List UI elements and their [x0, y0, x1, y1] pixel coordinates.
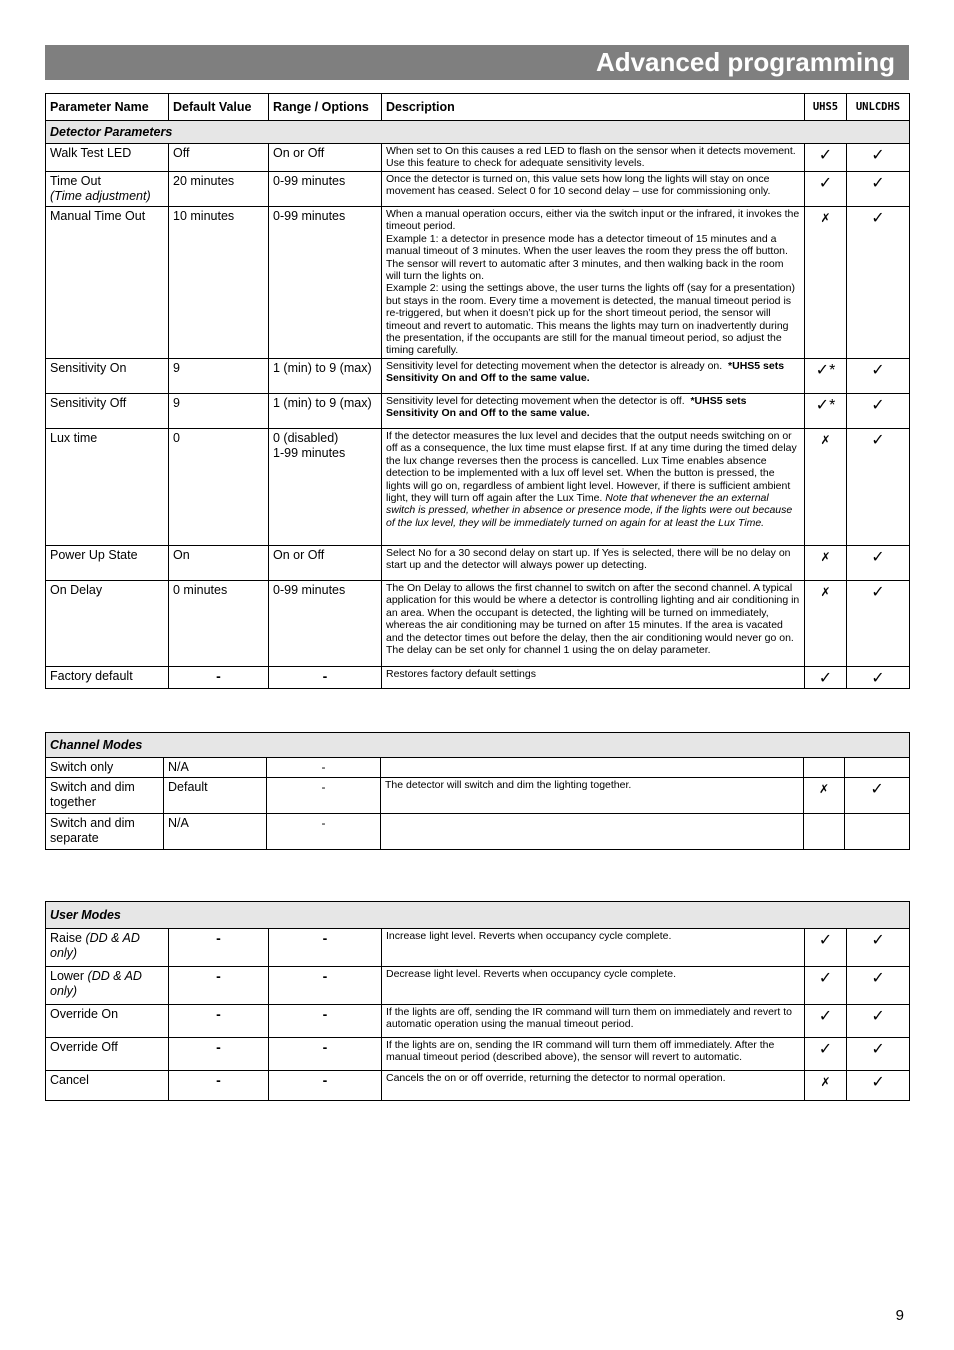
uhs5-cell: [805, 1005, 847, 1038]
tick-icon: ✓: [818, 968, 833, 987]
table-row: [46, 967, 910, 1005]
tick-icon: ✓: [871, 208, 885, 227]
uhs5-cell: [805, 1038, 847, 1071]
description: [382, 207, 805, 359]
unlcdhs-cell: [845, 814, 910, 850]
uhs5-cell: [804, 758, 845, 778]
range-options: -: [269, 1038, 382, 1071]
default-value: 9: [169, 358, 269, 393]
table-row: [46, 358, 910, 393]
channel-modes-table: [45, 732, 910, 850]
cross-icon: ✗: [818, 782, 830, 796]
uhs5-cell: [805, 172, 847, 207]
param-name: Lux time: [46, 428, 169, 545]
default-value: N/A: [164, 758, 267, 778]
table-row: [46, 1071, 910, 1101]
tick-icon: ✓: [871, 968, 885, 987]
description-note: *UHS5 sets Sensitivity On and Off to the same value.: [386, 394, 747, 420]
description: Increase light level. Reverts when occupancy cycle complete.: [382, 929, 805, 967]
param-name: Override Off: [46, 1038, 169, 1071]
tick-icon: ✓: [871, 145, 885, 164]
unlcdhs-cell: [847, 1038, 910, 1071]
description: If the lights are on, sending the IR command will turn them off immediately. After the manual timeout period (described above), the sensor will revert to automatic.: [382, 1038, 805, 1071]
param-name: Switch only: [46, 758, 164, 778]
param-name: Switch and dim together: [46, 778, 164, 814]
uhs5-cell: [805, 580, 847, 666]
tick-icon: ✓: [818, 930, 833, 949]
param-name: Power Up State: [46, 545, 169, 580]
unlcdhs-cell: [845, 758, 910, 778]
tick-icon: ✓: [871, 1039, 885, 1058]
col-range-options: Range / Options: [269, 94, 382, 121]
param-name-sub: (Time adjustment): [50, 189, 151, 203]
tick-icon: ✓: [871, 429, 885, 449]
description-note: Note that whenever the an external switch is pressed, whether in absence or presence mode, if the lights were out because of the lux level, they will be immediately turned on again for at least the Lux Time.: [386, 491, 793, 529]
description-line: When a manual operation occurs, either via the switch input or the infrared, it invokes the timeout period.: [386, 208, 800, 233]
tick-icon: ✓: [871, 1072, 885, 1091]
description: Decrease light level. Reverts when occupancy cycle complete.: [382, 967, 805, 1005]
table-row: [46, 814, 910, 850]
tick-icon: ✓: [871, 359, 885, 379]
uhs5-cell: [805, 358, 847, 393]
description: Select No for a 30 second delay on start up. If Yes is selected, there will be no delay on start up and the detector will always power up detecting.: [382, 545, 805, 580]
table-row: [46, 929, 910, 967]
description: [382, 393, 805, 428]
description: Restores factory default settings: [382, 666, 805, 688]
range-options: On or Off: [269, 545, 382, 580]
user-modes-table: [45, 901, 910, 1101]
param-name-text: Lower: [50, 969, 85, 983]
param-name-text: Time Out: [50, 174, 101, 188]
description: Once the detector is turned on, this value sets how long the lights will stay on once movement has ceased. Select 0 for 10 second delay – use for commissioning only.: [382, 172, 805, 207]
description-example-1: Example 1: a detector in presence mode has a detector timeout of 15 minutes and a manual timeout of 3 minutes. When the user leaves the room they press the off button. The sensor will revert to automatic after 3 minutes, and then walking back in the room will turn the lights on.: [386, 232, 788, 283]
cross-icon: ✗: [820, 1075, 831, 1089]
param-name: [46, 967, 169, 1005]
unlcdhs-cell: [847, 580, 910, 666]
range-options: -: [267, 758, 381, 778]
tick-icon: ✓: [871, 546, 885, 566]
cross-icon: ✗: [820, 432, 831, 447]
unlcdhs-cell: [847, 1071, 910, 1101]
col-description: Description: [382, 94, 805, 121]
table-row: [46, 393, 910, 428]
tick-icon: ✓: [871, 667, 885, 687]
param-name: Sensitivity Off: [46, 393, 169, 428]
param-name: [46, 929, 169, 967]
default-value: Off: [169, 144, 269, 172]
uhs5-cell: [805, 207, 847, 359]
unlcdhs-cell: [847, 545, 910, 580]
page-title: Advanced programming: [595, 47, 895, 77]
range-options: -: [267, 814, 381, 850]
range-options: -: [269, 1005, 382, 1038]
tick-icon: ✓: [818, 145, 833, 164]
unlcdhs-cell: [847, 1005, 910, 1038]
unlcdhs-cell: [847, 172, 910, 207]
default-value: 20 minutes: [169, 172, 269, 207]
section-user-modes: User Modes: [46, 902, 910, 929]
table-row: [46, 666, 910, 688]
description-example-2: Example 2: using the settings above, the user turns the lights off (say for a presentation) but stays in the room. Every time a movement is detected, the manual timeout period is re-triggered, but when it doesn’t pick up for the short timeout period, the sensor will timeout and revert to automatic. This means the lights may turn on inadvertently during the presentation, if the occupants are still for the manual timeout period, so adjust the timing carefully.: [386, 282, 795, 357]
uhs5-cell: [805, 393, 847, 428]
tick-icon: ✓: [871, 930, 885, 949]
table-row: [46, 545, 910, 580]
tick-icon: ✓: [871, 394, 885, 414]
col-uhs5: UHS5: [805, 94, 847, 121]
tick-icon: ✓: [818, 1006, 833, 1025]
description: When set to On this causes a red LED to flash on the sensor when it detects movement. Use this feature to check for adequate sensitivity levels.: [382, 144, 805, 172]
uhs5-cell: [805, 929, 847, 967]
title-bar: [45, 45, 909, 80]
col-unlcdhs: UNLCDHS: [847, 94, 910, 121]
tick-icon: ✓: [871, 1006, 885, 1025]
range-options: -: [269, 967, 382, 1005]
uhs5-cell: [805, 545, 847, 580]
param-name-qualifier: (DD & AD only): [50, 931, 140, 960]
range-options: -: [269, 1071, 382, 1101]
default-value: 0: [169, 428, 269, 545]
uhs5-cell: [805, 666, 847, 688]
description: The detector will switch and dim the lighting together.: [381, 778, 804, 814]
unlcdhs-cell: [847, 393, 910, 428]
table-row: [46, 778, 910, 814]
asterisk: *: [829, 396, 836, 414]
default-value: Default: [164, 778, 267, 814]
asterisk: *: [829, 361, 836, 379]
description: [381, 814, 804, 850]
range-options: 1 (min) to 9 (max): [269, 358, 382, 393]
unlcdhs-cell: [847, 929, 910, 967]
range-options: On or Off: [269, 144, 382, 172]
table-row: [46, 144, 910, 172]
range-options: 0-99 minutes: [269, 580, 382, 666]
param-name: Manual Time Out: [46, 207, 169, 359]
default-value: 0 minutes: [169, 580, 269, 666]
unlcdhs-cell: [847, 428, 910, 545]
description-text: If the detector measures the lux level and decides that the output needs switching on or off as a consequence, the lux time must elapse first. If at any time during the timed delay the lux change reverses then the process is cancelled. Lux Time enables absence detection to be implemented with a lux off level set. When the button is pressed, the lights will go on, regardless of ambient light level. However, if there is sufficient ambient light, they will turn off again after the Lux Time.: [386, 429, 797, 504]
uhs5-cell: [805, 428, 847, 545]
description: [382, 428, 805, 545]
param-name: Sensitivity On: [46, 358, 169, 393]
default-value: -: [169, 1005, 269, 1038]
tick-icon: ✓: [815, 359, 830, 379]
tick-icon: ✓: [815, 394, 830, 414]
tick-icon: ✓: [818, 173, 833, 192]
default-value: -: [169, 929, 269, 967]
table-row: [46, 580, 910, 666]
range-options: 0-99 minutes: [269, 207, 382, 359]
section-row: [46, 902, 910, 929]
range-options: 0-99 minutes: [269, 172, 382, 207]
default-value: -: [169, 1038, 269, 1071]
table-row: [46, 172, 910, 207]
range-options: 1 (min) to 9 (max): [269, 393, 382, 428]
uhs5-cell: [804, 778, 845, 814]
description: If the lights are off, sending the IR command will turn them on immediately and revert to automatic operation using the manual timeout period.: [382, 1005, 805, 1038]
section-detector-parameters: Detector Parameters: [46, 121, 910, 144]
section-row: [46, 121, 910, 144]
tick-icon: ✓: [818, 1039, 833, 1058]
default-value: -: [169, 967, 269, 1005]
unlcdhs-cell: [845, 778, 910, 814]
param-name: Cancel: [46, 1071, 169, 1101]
table-row: [46, 428, 910, 545]
range-line-2: 1-99 minutes: [273, 445, 346, 460]
tick-icon: ✓: [871, 173, 885, 192]
section-channel-modes: Channel Modes: [46, 733, 910, 758]
detector-parameters-table: [45, 93, 910, 689]
range-options: -: [267, 778, 381, 814]
page-number: 9: [895, 1307, 904, 1324]
description-text: Sensitivity level for detecting movement when the detector is already on.: [386, 359, 723, 372]
description: Cancels the on or off override, returning the detector to normal operation.: [382, 1071, 805, 1101]
table-row: [46, 758, 910, 778]
tick-icon: ✓: [818, 667, 833, 687]
tick-icon: ✓: [870, 779, 884, 798]
col-default-value: Default Value: [169, 94, 269, 121]
param-name-qualifier: (DD & AD only): [50, 969, 142, 998]
table-row: [46, 1005, 910, 1038]
unlcdhs-cell: [847, 967, 910, 1005]
description-note: *UHS5 sets Sensitivity On and Off to the same value.: [386, 359, 785, 385]
default-value: On: [169, 545, 269, 580]
uhs5-cell: [805, 967, 847, 1005]
param-name-text: Raise: [50, 931, 82, 945]
default-value: 10 minutes: [169, 207, 269, 359]
param-name: Switch and dim separate: [46, 814, 164, 850]
description: [381, 758, 804, 778]
range-options: -: [269, 666, 382, 688]
unlcdhs-cell: [847, 207, 910, 359]
cross-icon: ✗: [820, 211, 831, 225]
description-text: Sensitivity level for detecting movement when the detector is off.: [386, 394, 685, 407]
section-row: [46, 733, 910, 758]
uhs5-cell: [805, 144, 847, 172]
range-options: [269, 428, 382, 545]
header-row: [46, 94, 910, 121]
description: The On Delay to allows the first channel to switch on after the second channel. A typical application for this would be where a detector is controlling lighting and air conditioning in an area. When the occupant is detected, the lighting will be turned on immediately, whereas the air conditioning may be turned on after 15 minutes. If the area is vacated and the detector times out before the delay, then the air conditioning would never go on. The delay can be set only for channel 1 using the on delay parameter.: [382, 580, 805, 666]
range-options: -: [269, 929, 382, 967]
default-value: N/A: [164, 814, 267, 850]
col-parameter-name: Parameter Name: [46, 94, 169, 121]
default-value: -: [169, 666, 269, 688]
cross-icon: ✗: [820, 549, 831, 564]
table-row: [46, 1038, 910, 1071]
cross-icon: ✗: [820, 584, 831, 599]
default-value: 9: [169, 393, 269, 428]
param-name: Factory default: [46, 666, 169, 688]
unlcdhs-cell: [847, 358, 910, 393]
unlcdhs-cell: [847, 144, 910, 172]
default-value: -: [169, 1071, 269, 1101]
range-line-1: 0 (disabled): [273, 430, 339, 445]
param-name: [46, 172, 169, 207]
param-name: On Delay: [46, 580, 169, 666]
tick-icon: ✓: [871, 581, 885, 601]
table-row: [46, 207, 910, 359]
param-name: Walk Test LED: [46, 144, 169, 172]
unlcdhs-cell: [847, 666, 910, 688]
description: [382, 358, 805, 393]
uhs5-cell: [804, 814, 845, 850]
uhs5-cell: [805, 1071, 847, 1101]
param-name: Override On: [46, 1005, 169, 1038]
